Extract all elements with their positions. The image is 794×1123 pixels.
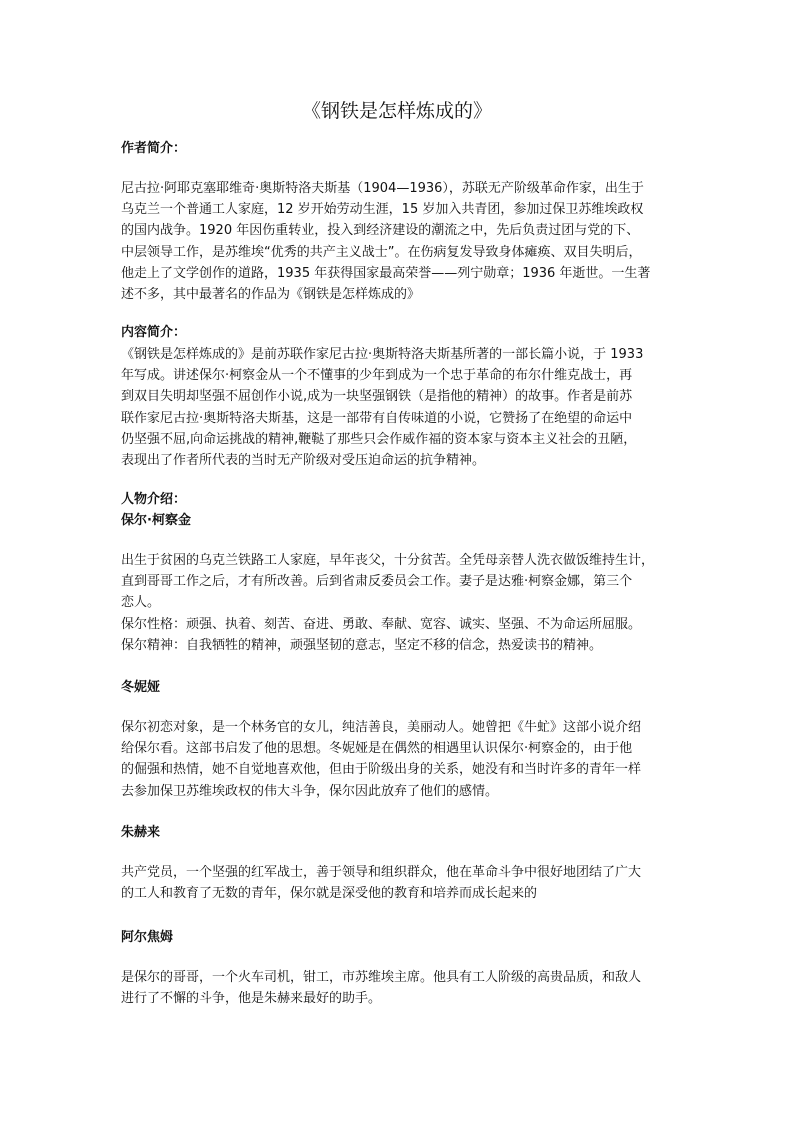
character-line: 的倔强和热情，她不自觉地喜欢他，但由于阶级出身的关系，她没有和当时许多的青年一样 bbox=[121, 762, 642, 778]
character-line: 保尔性格：顽强、执着、刻苦、奋进、勇敢、奉献、宽容、诚实、坚强、不为命运所屈服。 bbox=[121, 616, 642, 632]
content-line: 到双目失明却坚强不屈创作小说,成为一块坚强钢铁（是指他的精神）的故事。作者是前苏 bbox=[121, 389, 633, 405]
character-line: 的工人和教育了无数的青年，保尔就是深受他的教育和培养而成长起来的 bbox=[121, 886, 538, 902]
character-line: 共产党员，一个坚强的红军战士，善于领导和组织群众，他在革命斗争中很好地团结了广大 bbox=[121, 865, 642, 880]
character-line: 直到哥哥工作之后，才有所改善。后到省肃反委员会工作。妻子是达雅·柯察金娜，第三个 bbox=[121, 574, 633, 590]
content-line: 《钢铁是怎样炼成的》是前苏联作家尼古拉·奥斯特洛夫斯基所著的一部长篇小说，于 1933 bbox=[121, 347, 644, 362]
characters-heading: 人物介绍： bbox=[121, 492, 187, 507]
content-line: 表现出了作者所代表的当时无产阶级对受压迫命运的抗争精神。 bbox=[121, 453, 486, 469]
content-line: 年写成。讲述保尔·柯察金从一个不懂事的少年到成为一个忠于革命的布尔什维克战士，再 bbox=[121, 368, 633, 384]
character-line: 去参加保卫苏维埃政权的伟大斗争，保尔因此放弃了他们的感情。 bbox=[121, 783, 499, 799]
character-paragraph-pavel bbox=[121, 550, 691, 656]
character-line: 出生于贫困的乌克兰铁路工人家庭，早年丧父，十分贫苦。全凭母亲替人洗衣做饭维持生计， bbox=[121, 553, 655, 568]
author-paragraph bbox=[121, 178, 691, 305]
author-line: 尼古拉·阿耶克塞耶维奇·奥斯特洛夫斯基（1904—1936），苏联无产阶级革命作家，出生于 bbox=[121, 181, 644, 196]
character-line: 保尔精神：自我牺牲的精神，顽强坚韧的意志，坚定不移的信念，热爱读书的精神。 bbox=[121, 637, 603, 653]
content-line: 联作家尼古拉·奥斯特洛夫斯基，这是一部带有自传味道的小说，它赞扬了在绝望的命运中 bbox=[121, 410, 633, 426]
character-name-artem: 阿尔焦姆 bbox=[121, 930, 174, 945]
author-line: 的国内战争。1920 年因伤重转业，投入到经济建设的潮流之中，先后负责过团与党的下、 bbox=[121, 223, 640, 239]
character-line: 是保尔的哥哥，一个火车司机，钳工，市苏维埃主席。他具有工人阶级的高贵品质，和敌人 bbox=[121, 970, 642, 985]
character-paragraph-tonya bbox=[121, 717, 691, 802]
content-line: 仍坚强不屈,向命运挑战的精神,鞭鞑了那些只会作威作福的资本家与资本主义社会的丑陋， bbox=[121, 431, 637, 447]
character-line: 恋人。 bbox=[121, 595, 161, 611]
character-paragraph-artem bbox=[121, 967, 691, 1009]
author-line: 中层领导工作，是苏维埃“优秀的共产主义战士”。在伤病复发导致身体瘫痪、双目失明后， bbox=[121, 244, 642, 260]
character-name-tonya: 冬妮娅 bbox=[121, 680, 161, 695]
author-line: 述不多，其中最著名的作品为《钢铁是怎样炼成的》 bbox=[121, 287, 421, 303]
document-title: 《钢铁是怎样炼成的》 bbox=[301, 100, 492, 122]
content-paragraph bbox=[121, 344, 691, 471]
character-name-pavel: 保尔·柯察金 bbox=[121, 513, 191, 528]
character-name-zhukhrai: 朱赫来 bbox=[121, 825, 161, 840]
author-line: 乌克兰一个普通工人家庭，12 岁开始劳动生涯，15 岁加入共青团，参加过保卫苏维埃政权 bbox=[121, 202, 644, 218]
character-line: 给保尔看。这部书启发了他的思想。冬妮娅是在偶然的相遇里认识保尔·柯察金的，由于他 bbox=[121, 741, 633, 757]
character-paragraph-zhukhrai bbox=[121, 862, 691, 904]
character-line: 进行了不懈的斗争，他是朱赫来最好的助手。 bbox=[121, 991, 382, 1007]
content-heading: 内容简介： bbox=[121, 325, 187, 340]
character-line: 保尔初恋对象，是一个林务官的女儿，纯洁善良，美丽动人。她曾把《牛虻》这部小说介绍 bbox=[121, 720, 642, 735]
author-heading: 作者简介： bbox=[121, 141, 187, 156]
author-line: 他走上了文学创作的道路，1935 年获得国家最高荣誉——列宁勋章；1936 年逝世。一生著 bbox=[121, 265, 651, 281]
